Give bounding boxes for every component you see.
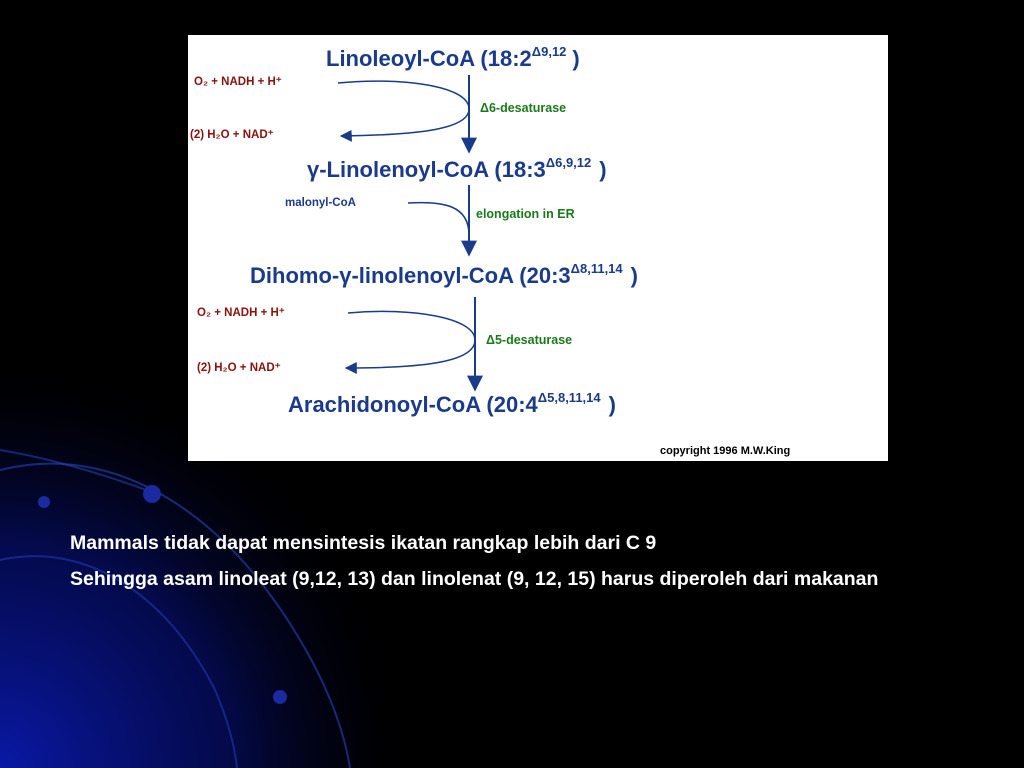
background-dot xyxy=(38,496,50,508)
enzyme-label: elongation in ER xyxy=(476,207,575,221)
copyright-label: copyright 1996 M.W.King xyxy=(660,445,791,457)
cofactor-curve xyxy=(346,311,475,368)
text-line-2: Sehingga asam linoleat (9,12, 13) dan linolenat (9, 12, 15) harus diperoleh dari makanan xyxy=(70,568,879,590)
pathway-figure xyxy=(188,35,888,461)
body-text xyxy=(70,530,970,593)
background-dot xyxy=(273,690,287,704)
compound-label: Arachidonoyl-CoA ($20:4^{\Delta 5,8,11,14}$ ) xyxy=(288,390,616,417)
cofactor-input: malonyl-CoA xyxy=(285,197,356,209)
text-line-1: Mammals tidak dapat mensintesis ikatan rangkap lebih dari C 9 xyxy=(70,532,657,554)
compound-label: γ-Linolenoyl-CoA ($18:3^{\Delta 6,9,12}$ ) xyxy=(307,155,607,182)
cofactor-curve xyxy=(338,81,469,136)
enzyme-label: Δ6-desaturase xyxy=(480,101,567,115)
cofactor-output: (2) H₂O + NAD⁺ xyxy=(190,129,274,141)
cofactor-curve xyxy=(408,203,469,235)
background-dot xyxy=(143,485,161,503)
compound-label: Dihomo-γ-linolenoyl-CoA ($20:3^{\Delta 8,11,14}$ ) xyxy=(250,261,638,288)
cofactor-input: O₂ + NADH + H⁺ xyxy=(194,76,282,88)
enzyme-label: Δ5-desaturase xyxy=(486,333,573,347)
compound-label: Linoleoyl-CoA ($18:2^{\Delta 9,12}$ ) xyxy=(326,44,580,71)
cofactor-input: O₂ + NADH + H⁺ xyxy=(197,307,285,319)
cofactor-output: (2) H₂O + NAD⁺ xyxy=(197,362,281,374)
